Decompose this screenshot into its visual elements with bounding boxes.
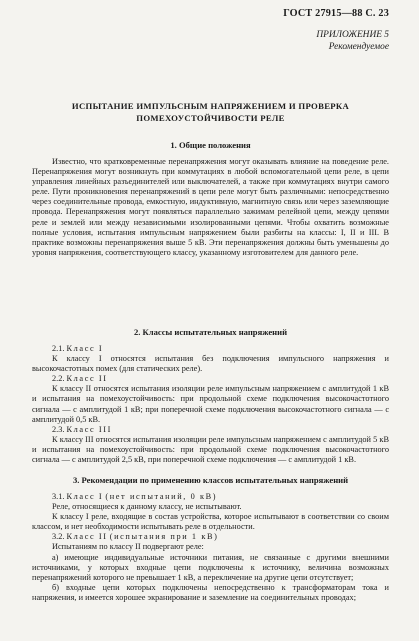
- clause-2-2-text: К классу II относятся испытания изоляции реле импульсным напряжением с амплитудой 1 кВ и испытания на помехоустойчивость: при продольной схеме подключения высокочастотного сигнала — с амплитудой 1 кВ; при поперечной схеме подключения высокочастотного сигнала — с амплитудой 0,5 кВ.: [32, 384, 389, 424]
- clause-number: 3.2.: [52, 532, 65, 542]
- clause-3-1-p2: К классу I реле, входящие в состав устройства, которое испытывают в соответствии со своим классом, и нет необходимости испытывать реле в отдельности.: [32, 512, 389, 532]
- clause-number: 3.1.: [52, 492, 65, 501]
- clause-note: (нет испытаний, 0 кВ): [105, 492, 218, 501]
- section-3-heading: 3. Рекомендации по применению классов испытательных напряжений: [72, 475, 349, 485]
- clause-label: Класс II: [66, 374, 108, 384]
- clause-2-1-title: [32, 344, 389, 354]
- clause-3-1-p1: Реле, относящиеся к данному классу, не испытывают.: [52, 502, 242, 512]
- clause-3-2-p1: Испытаниям по классу II подвергают реле:: [52, 542, 204, 552]
- page-header-standard: ГОСТ 27915—88 С. 23: [283, 8, 389, 19]
- section-3-body: [32, 492, 389, 603]
- clause-label: Класс I: [66, 492, 104, 501]
- clause-label: Класс II: [66, 532, 108, 542]
- clause-label: Класс III: [66, 424, 113, 434]
- section-2-heading: 2. Классы испытательных напряжений: [133, 327, 288, 337]
- clause-label: Класс I: [66, 344, 104, 353]
- clause-3-1-title: [32, 492, 389, 502]
- clause-3-2-title: [32, 532, 389, 542]
- clause-number: 2.1.: [52, 344, 65, 353]
- appendix-block: [316, 29, 389, 53]
- clause-2-2-title: [32, 374, 389, 384]
- clause-2-1-text: К классу I относятся испытания без подключения импульсного напряжения и высокочастотных помех (для статических реле).: [32, 354, 389, 374]
- clause-2-3-text: К классу III относятся испытания изоляции реле импульсным напряжением с амплитудой 5 кВ и испытания на помехоустойчивость: при продольной схеме подключения высокочастотного сигнала — с амплитудой 2,5 кВ, при поперечной схеме подключения — с амплитудой 1 кВ.: [32, 434, 389, 465]
- section-1-heading: 1. Общие положения: [170, 140, 251, 150]
- clause-note: (испытания при 1 кВ): [109, 532, 219, 542]
- appendix-label: ПРИЛОЖЕНИЕ 5: [316, 30, 389, 40]
- clause-number: 2.2.: [52, 374, 65, 384]
- appendix-status: Рекомендуемое: [328, 42, 389, 52]
- clause-3-2-item-b: б) входные цепи которых подключены непосредственно к трансформаторам тока и напряжения, и имеется хорошее экранирование и заземление на соединительных проводах;: [32, 582, 389, 602]
- title-line-1: ИСПЫТАНИЕ ИМПУЛЬСНЫМ НАПРЯЖЕНИЕМ И ПРОВЕРКА: [71, 101, 350, 111]
- section-2-body: [32, 344, 389, 465]
- section-1-paragraph: Известно, что кратковременные перенапряжения могут оказывать влияние на поведение реле. Перенапряжения могут возникнуть при коммутациях в любой вспомогательной цепи реле, в цепи управления линейных разъединителей или выключателей, а также при коммутациях внутри самого реле. Пути проникновения перенапряжений в цепи реле могут быть различными: непосредственно через соединительные провода, емкостную, индуктивную, магнитную связь или через заземляющие провода. Перенапряжения могут появляться параллельно зажимам релейной цепи, между цепями реле и землей или между независимыми изолированными цепями. Чтобы охватить возможные полные условия, испытания импульсным напряжением были разбиты на классы: I, II и III. В практике возможны перенапряжения выше 5 кВ. Эти перенапряжения должны быть уменьшены до уровня напряжения, соответствующего классу, указанному изготовителем для данного реле.: [32, 157, 389, 257]
- title-line-2: ПОМЕХОУСТОЙЧИВОСТИ РЕЛЕ: [136, 112, 285, 123]
- document-title: [32, 101, 389, 124]
- clause-2-3-title: [32, 425, 389, 435]
- section-1-body: [32, 157, 389, 258]
- clause-3-2-item-a: а) имеющие индивидуальные источники питания, не связанные с другими внешними источниками, у которых входные цепи подключены к источнику, величина возможных перенапряжений которого не превышает 1 кВ, а перекличение на другие цепи отсутствует;: [32, 552, 389, 582]
- clause-number: 2.3.: [52, 424, 65, 434]
